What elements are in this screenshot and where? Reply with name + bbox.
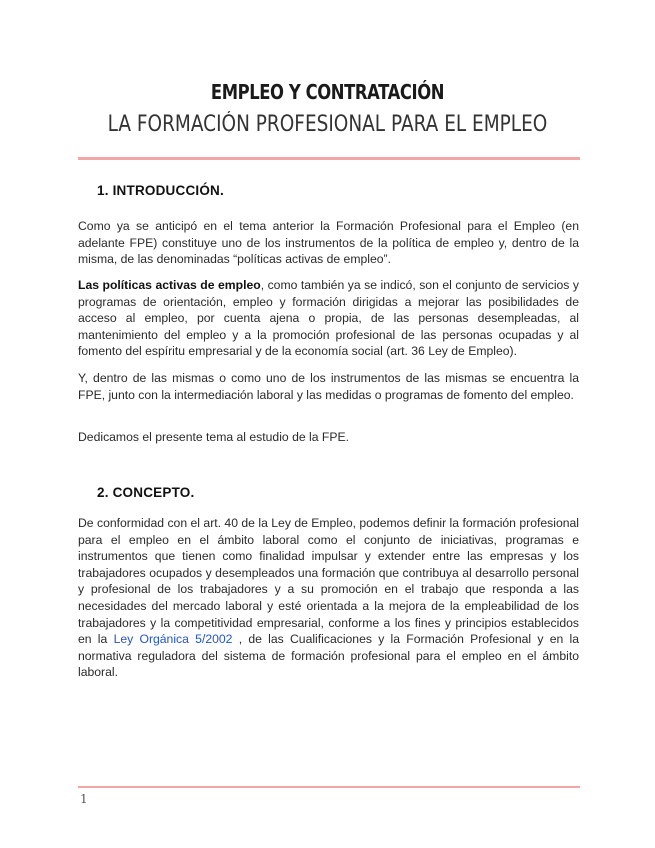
intro-paragraph-2 [78, 277, 579, 360]
document-title: EMPLEO Y CONTRATACIÓN [210, 80, 445, 104]
section-heading-introduccion: 1. INTRODUCCIÓN. [97, 183, 224, 198]
ley-organica-link[interactable]: Ley Orgánica 5/2002 [113, 632, 233, 647]
paragraph-text: , como también ya se indicó, son el conjunto de servicios y programas de orientación, empleo y formación dirigidas a mejorar las posibilidades de acceso al empleo, por cuenta ajena o propia, de las personas desempleadas, al mantenimiento del empleo y a la promoción profesional de las personas ocupadas y al fomento del espíritu empresarial y de la economía social (art. 36 Ley de Empleo). [78, 278, 579, 359]
footer-divider [78, 786, 580, 788]
bold-term: Las políticas activas de empleo [78, 278, 261, 292]
document-subtitle: LA FORMACIÓN PROFESIONAL PARA EL EMPLEO [107, 112, 548, 137]
intro-paragraph-1: Como ya se anticipó en el tema anterior la Formación Profesional para el Empleo (en adelante FPE) constituye uno de los instrumentos de la política de empleo y, dentro de la misma, de las denominadas “políticas activas de empleo”. [78, 219, 579, 267]
intro-paragraph-3: Y, dentro de las mismas o como uno de los instrumentos de las mismas se encuentra la FPE, junto con la intermediación laboral y las medidas o programas de fomento del empleo. [78, 371, 579, 402]
section-heading-concepto: 2. CONCEPTO. [97, 485, 195, 500]
header-divider [78, 157, 580, 160]
page-number: 1 [80, 792, 88, 806]
paragraph-text: , de las Cualificaciones y la Formación Profesional y en la normativa reguladora del sistema de formación profesional para el empleo en el ámbito laboral. [78, 632, 579, 680]
concepto-paragraph [78, 515, 579, 681]
intro-paragraph-4: Dedicamos el presente tema al estudio de la FPE. [78, 430, 349, 444]
paragraph-text: De conformidad con el art. 40 de la Ley de Empleo, podemos definir la formación profesional para el empleo en el ámbito laboral como el conjunto de iniciativas, programas e instrumentos que tienen como finalidad impulsar y extender entre las empresas y los trabajadores ocupados y desempleados una formación que contribuya al desarrollo personal y profesional de los trabajadores y a su promoción en el trabajo que responda a las necesidades del mercado laboral y esté orientada a la mejora de la empleabilidad de los trabajadores y la competitividad empresarial, conforme a los fines y principios establecidos en la [78, 516, 579, 647]
